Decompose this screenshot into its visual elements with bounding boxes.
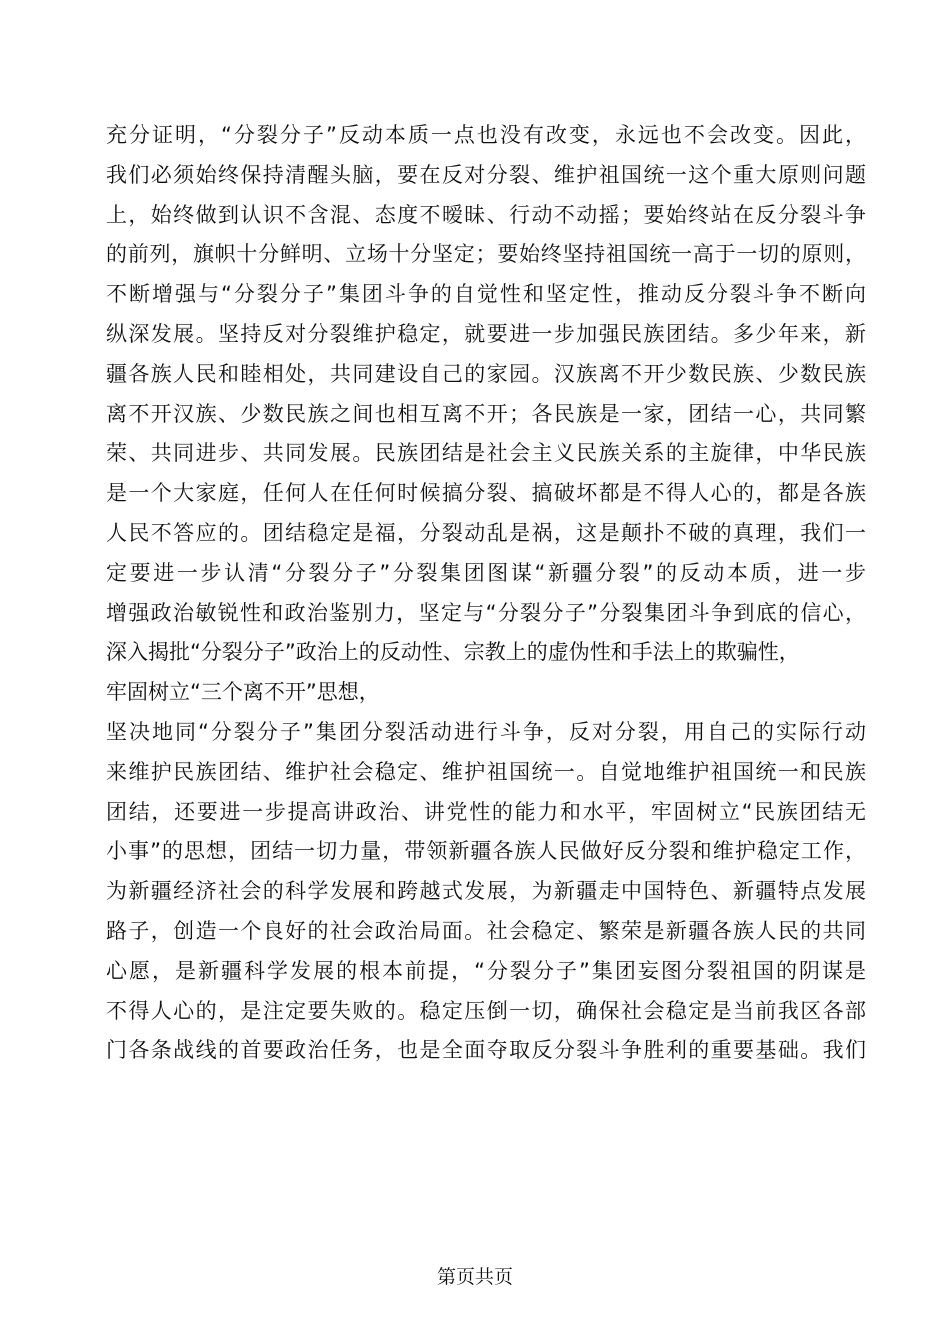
text-line: 门各条战线的首要政治任务，也是全面夺取反分裂斗争胜利的重要基础。我们 — [106, 1038, 866, 1063]
body-text — [106, 116, 866, 1071]
text-line: 不断增强与“分裂分子”集团斗争的自觉性和坚定性，推动反分裂斗争不断向 — [106, 282, 866, 307]
text-line: 深入揭批“分裂分子”政治上的反动性、宗教上的虚伪性和手法上的欺骗性， — [106, 640, 800, 665]
text-line: 上，始终做到认识不含混、态度不暧昧、行动不动摇；要始终站在反分裂斗争 — [106, 202, 866, 227]
text-line: 人民不答应的。团结稳定是福，分裂动乱是祸，这是颠扑不破的真理，我们一 — [106, 520, 866, 545]
text-line: 我们必须始终保持清醒头脑，要在反对分裂、维护祖国统一这个重大原则问题 — [106, 162, 866, 187]
page-footer: 第页共页 — [436, 1266, 513, 1288]
text-line: 路子，创造一个良好的社会政治局面。社会稳定、繁荣是新疆各族人民的共同 — [106, 918, 866, 943]
text-line: 来维护民族团结、维护社会稳定、维护祖国统一。自觉地维护祖国统一和民族 — [106, 759, 866, 784]
text-line: 为新疆经济社会的科学发展和跨越式发展，为新疆走中国特色、新疆特点发展 — [106, 879, 866, 904]
text-line: 疆各族人民和睦相处，共同建设自己的家园。汉族离不开少数民族、少数民族 — [106, 361, 866, 386]
text-line: 是一个大家庭，任何人在任何时候搞分裂、搞破坏都是不得人心的，都是各族 — [106, 481, 866, 506]
text-line: 不得人心的，是注定要失败的。稳定压倒一切，确保社会稳定是当前我区各部 — [106, 998, 866, 1023]
text-line: 的前列，旗帜十分鲜明、立场十分坚定；要始终坚持祖国统一高于一切的原则， — [106, 242, 866, 267]
text-line: 充分证明，“分裂分子”反动本质一点也没有改变，永远也不会改变。因此， — [106, 123, 866, 147]
text-line: 纵深发展。坚持反对分裂维护稳定，就要进一步加强民族团结。多少年来，新 — [106, 321, 866, 346]
text-line: 心愿，是新疆科学发展的根本前提，“分裂分子”集团妄图分裂祖国的阴谋是 — [106, 958, 866, 983]
text-line: 增强政治敏锐性和政治鉴别力，坚定与“分裂分子”分裂集团斗争到底的信心， — [106, 600, 866, 625]
text-line: 定要进一步认清“分裂分子”分裂集团图谋“新疆分裂”的反动本质，进一步 — [106, 560, 866, 585]
text-line: 牢固树立“三个离不开”思想， — [106, 680, 380, 705]
text-line: 离不开汉族、少数民族之间也相互离不开；各民族是一家，团结一心，共同繁 — [106, 401, 866, 426]
text-line: 小事”的思想，团结一切力量，带领新疆各族人民做好反分裂和维护稳定工作， — [106, 839, 866, 864]
text-line: 坚决地同“分裂分子”集团分裂活动进行斗争，反对分裂，用自己的实际行动 — [106, 719, 866, 744]
text-line: 团结，还要进一步提高讲政治、讲党性的能力和水平，牢固树立“民族团结无 — [106, 799, 866, 824]
text-line: 荣、共同进步、共同发展。民族团结是社会主义民族关系的主旋律，中华民族 — [106, 441, 866, 466]
